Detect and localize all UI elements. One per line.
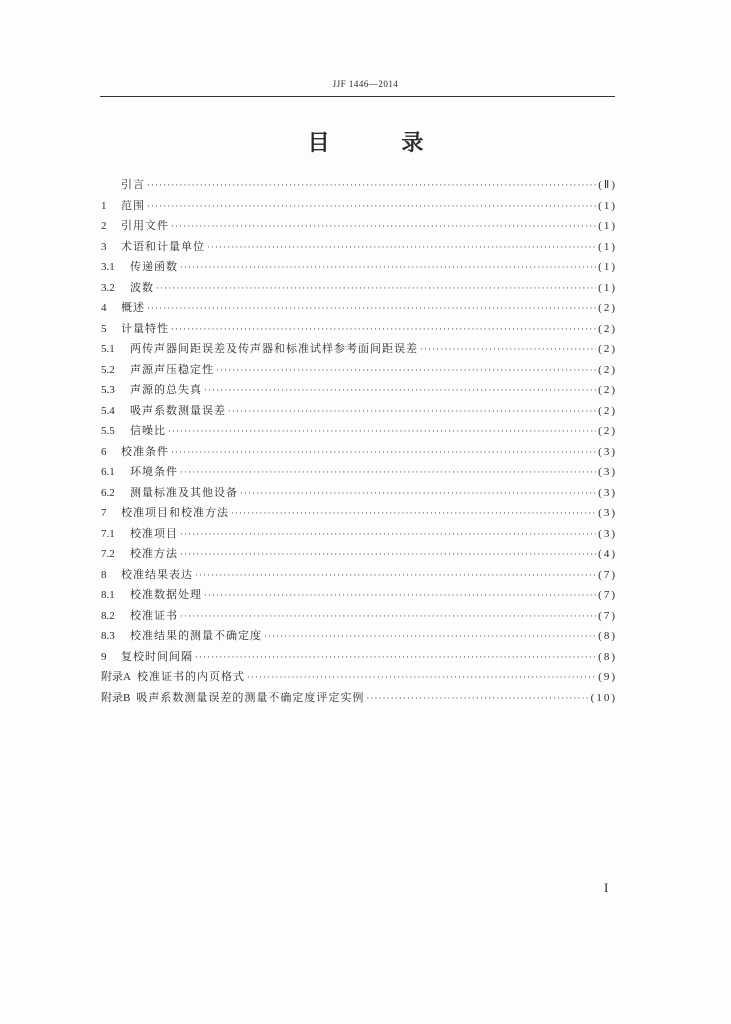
- toc-label: 术语和计量单位: [121, 239, 205, 253]
- toc-number: 4: [101, 302, 107, 314]
- toc-entry[interactable]: [101, 278, 617, 299]
- toc-label: 两传声器间距误差及传声器和标准试样参考面间距误差: [130, 342, 418, 355]
- toc-entry-intro[interactable]: [101, 175, 617, 196]
- toc-label: 引言: [121, 178, 145, 191]
- leader-dots: [207, 238, 596, 259]
- header-divider: [100, 96, 615, 97]
- toc-label: 校准数据处理: [130, 588, 202, 601]
- toc-number: 5.5: [101, 425, 115, 437]
- toc-page: (3): [598, 445, 617, 458]
- leader-dots: [204, 381, 596, 402]
- toc-page: (7): [598, 568, 617, 581]
- toc-number: 3.1: [101, 261, 115, 273]
- toc-page: (2): [598, 384, 617, 396]
- toc-label: 测量标准及其他设备: [130, 485, 238, 499]
- toc-number: 9: [101, 650, 107, 663]
- toc-number: 5.4: [101, 404, 115, 417]
- leader-dots: [216, 361, 596, 382]
- toc-label: 吸声系数测量误差的测量不确定度评定实例: [136, 690, 365, 704]
- toc-page: (8): [598, 650, 617, 663]
- toc-label: 吸声系数测量误差: [130, 403, 226, 417]
- leader-dots: [180, 463, 596, 484]
- leader-dots: [156, 279, 596, 300]
- leader-dots: [180, 525, 596, 546]
- toc-page: (8): [598, 630, 617, 642]
- toc-page: (2): [598, 302, 617, 314]
- toc-number: 1: [101, 199, 107, 212]
- toc-page: (4): [598, 548, 617, 560]
- toc-entry-appendix-b[interactable]: [101, 688, 617, 709]
- leader-dots: [180, 607, 596, 628]
- leader-dots: [240, 484, 596, 505]
- leader-dots: [420, 340, 596, 361]
- toc-page: (1): [598, 281, 617, 294]
- toc-label: 环境条件: [130, 465, 178, 478]
- toc-label: 声源的总失真: [130, 383, 202, 396]
- toc-number: 7.2: [101, 548, 115, 560]
- toc-label: 传递函数: [130, 260, 178, 273]
- toc-label: 复校时间间隔: [121, 649, 193, 663]
- toc-number: 6.2: [101, 486, 115, 499]
- toc-number: 5: [101, 322, 107, 335]
- leader-dots: [228, 402, 596, 423]
- toc-entry[interactable]: [101, 544, 617, 565]
- toc-page: (2): [598, 404, 617, 417]
- toc-label: 计量特性: [121, 321, 169, 335]
- toc-entry-appendix-a[interactable]: [101, 667, 617, 688]
- toc-entry[interactable]: [101, 585, 617, 606]
- toc-page: (9): [598, 671, 617, 683]
- leader-dots: [171, 320, 596, 341]
- leader-dots: [366, 689, 588, 710]
- toc-label: 信噪比: [130, 424, 166, 437]
- leader-dots: [171, 443, 596, 464]
- leader-dots: [180, 258, 596, 279]
- toc-entry[interactable]: [101, 524, 617, 545]
- toc-number: 5.2: [101, 363, 115, 376]
- toc-entry[interactable]: [101, 462, 617, 483]
- toc-page: (2): [598, 363, 617, 376]
- page-title: 目 录: [307, 130, 456, 156]
- toc-page: (1): [598, 220, 617, 232]
- toc-label: 波数: [130, 280, 154, 294]
- toc-entry[interactable]: [101, 237, 617, 258]
- leader-dots: [195, 566, 596, 587]
- leader-dots: [147, 299, 596, 320]
- leader-dots: [247, 668, 596, 689]
- toc-page: (10): [590, 691, 617, 704]
- toc-label: 声源声压稳定性: [130, 362, 214, 376]
- toc-page: (1): [598, 199, 617, 212]
- toc-label: 范围: [121, 198, 145, 212]
- toc-entry[interactable]: [101, 319, 617, 340]
- toc-entry[interactable]: [101, 196, 617, 217]
- toc-entry[interactable]: [101, 442, 617, 463]
- toc-label: 校准项目: [130, 526, 178, 540]
- leader-dots: [264, 627, 596, 648]
- toc-number: 7.1: [101, 527, 115, 540]
- toc-entry[interactable]: [101, 360, 617, 381]
- toc-label: 校准结果表达: [121, 567, 193, 581]
- toc-entry[interactable]: [101, 257, 617, 278]
- toc-entry[interactable]: [101, 503, 617, 524]
- toc-number: 附录A: [101, 671, 131, 683]
- toc-entry[interactable]: [101, 216, 617, 237]
- table-of-contents: [101, 175, 617, 708]
- toc-page: (3): [598, 486, 617, 499]
- page-number: I: [604, 880, 609, 895]
- toc-entry[interactable]: [101, 421, 617, 442]
- toc-page: (3): [598, 466, 617, 478]
- toc-label: 引用文件: [121, 219, 169, 232]
- standard-code: JJF 1446—2014: [332, 79, 399, 89]
- toc-label: 校准证书: [130, 608, 178, 622]
- toc-label: 校准条件: [121, 444, 169, 458]
- toc-number: 6.1: [101, 466, 115, 478]
- toc-page: (3): [598, 507, 617, 519]
- toc-number: 附录B: [101, 691, 131, 704]
- toc-number: 8: [101, 568, 107, 581]
- toc-page: (2): [598, 425, 617, 437]
- toc-label: 校准结果的测量不确定度: [130, 629, 262, 642]
- toc-page: (2): [598, 343, 617, 355]
- toc-number: 6: [101, 445, 107, 458]
- leader-dots: [195, 648, 596, 669]
- toc-entry[interactable]: [101, 339, 617, 360]
- toc-number: 3.2: [101, 281, 115, 294]
- toc-number: 8.2: [101, 609, 115, 622]
- toc-entry[interactable]: [101, 401, 617, 422]
- toc-page: (Ⅱ): [598, 179, 617, 191]
- toc-entry[interactable]: [101, 626, 617, 647]
- toc-label: 概述: [121, 301, 145, 314]
- toc-label: 校准项目和校准方法: [121, 506, 229, 519]
- leader-dots: [204, 586, 596, 607]
- leader-dots: [180, 545, 596, 566]
- toc-number: 5.1: [101, 343, 115, 355]
- leader-dots: [147, 197, 596, 218]
- toc-entry[interactable]: [101, 483, 617, 504]
- toc-entry[interactable]: [101, 647, 617, 668]
- toc-page: (7): [598, 589, 617, 601]
- toc-number: 8.1: [101, 589, 115, 601]
- toc-page: (1): [598, 261, 617, 273]
- toc-number: 2: [101, 220, 107, 232]
- toc-label: 校准方法: [130, 547, 178, 560]
- leader-dots: [231, 504, 596, 525]
- toc-entry[interactable]: [101, 380, 617, 401]
- leader-dots: [168, 422, 596, 443]
- toc-page: (3): [598, 527, 617, 540]
- toc-number: 5.3: [101, 384, 115, 396]
- toc-page: (1): [598, 240, 617, 253]
- toc-entry[interactable]: [101, 606, 617, 627]
- leader-dots: [147, 176, 596, 197]
- toc-page: (2): [598, 322, 617, 335]
- toc-number: 7: [101, 507, 107, 519]
- toc-label: 校准证书的内页格式: [136, 670, 245, 683]
- toc-entry[interactable]: [101, 565, 617, 586]
- toc-page: (7): [598, 609, 617, 622]
- toc-entry[interactable]: [101, 298, 617, 319]
- toc-number: 3: [101, 240, 107, 253]
- leader-dots: [171, 217, 596, 238]
- toc-number: 8.3: [101, 630, 115, 642]
